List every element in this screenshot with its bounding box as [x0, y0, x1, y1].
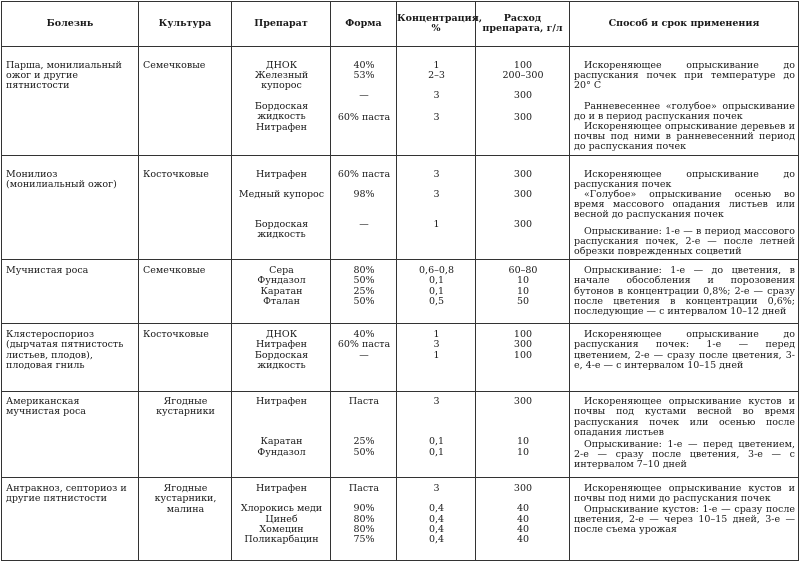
preparation-name: Фталан — [263, 295, 300, 307]
culture-name: Семечковые — [143, 60, 206, 71]
method-cell — [570, 324, 799, 392]
preparation-cell — [232, 260, 331, 324]
form-value: 50% — [353, 446, 375, 458]
concentration-value: 0,4 — [428, 513, 445, 525]
culture-name: Косточковые — [143, 329, 209, 341]
concentration-value: 3 — [433, 396, 440, 408]
method-cell — [570, 47, 799, 156]
disease-cell — [2, 324, 139, 392]
form-cell — [331, 47, 397, 156]
rate-value: 40 — [516, 534, 530, 546]
method-text: Искореняющее опрыскивание до распускания почек — [574, 168, 795, 190]
preparation-name: Цинеб — [265, 513, 298, 525]
preparation-name: Каратан — [260, 436, 303, 448]
header-form: Форма — [331, 2, 397, 47]
rate-value: 300 — [513, 339, 533, 351]
header-preparation: Препарат — [232, 2, 331, 47]
rate-cell — [476, 47, 570, 156]
method-text: «Голубое» опрыскивание осенью во время массового опадания листьев или весной до распускания почек — [574, 189, 795, 221]
disease-cell — [2, 478, 139, 561]
preparation-name: Бордоская жидкость — [254, 100, 309, 122]
table-row — [2, 260, 799, 324]
concentration-value: 3 — [433, 168, 440, 180]
concentration-value: 0,4 — [428, 534, 445, 546]
concentration-value: 0,1 — [428, 446, 445, 458]
preparation-name: Нитрафен — [255, 122, 307, 134]
concentration-value: 0,4 — [428, 503, 445, 515]
form-value: 60% паста — [337, 111, 391, 123]
rate-value: 100 — [513, 329, 533, 341]
preparation-name: Бордоская жидкость — [254, 219, 309, 241]
method-cell — [570, 155, 799, 260]
concentration-value: 1 — [433, 329, 440, 341]
rate-value: 300 — [513, 90, 533, 102]
form-value: Паста — [348, 396, 380, 408]
fungicide-table — [1, 1, 799, 561]
concentration-cell — [397, 155, 476, 260]
form-cell — [331, 324, 397, 392]
rate-value: 10 — [516, 436, 530, 448]
disease-name: Парша, монилиальный ожог и другие пятнистости — [6, 60, 122, 92]
method-text: Опрыскивание: 1-е — перед цветением, 2-е — сразу после цветения, 3-е — с интервалом 7–10 дней — [574, 439, 795, 471]
preparation-name: Нитрафен — [255, 339, 307, 351]
preparation-name: Нитрафен — [255, 168, 307, 180]
disease-name: Монилиоз (монилиальный ожог) — [6, 168, 117, 190]
concentration-cell — [397, 478, 476, 561]
concentration-cell — [397, 324, 476, 392]
form-cell — [331, 260, 397, 324]
form-value: 40% — [353, 60, 375, 71]
rate-value: 10 — [516, 285, 530, 297]
preparation-cell — [232, 392, 331, 478]
disease-name: Мучнистая роса — [6, 265, 89, 277]
header-concentration: Концентрация, % — [397, 2, 476, 47]
disease-cell — [2, 392, 139, 478]
preparation-name: ДНОК — [265, 329, 298, 341]
method-text: Опрыскивание: 1-е — в период массового распускания почек, 2-е — после летней обрезки поврежденных соцветий — [574, 225, 795, 258]
form-cell — [331, 478, 397, 561]
concentration-value: 0,6–0,8 — [419, 265, 454, 277]
preparation-name: Фундазол — [257, 446, 306, 458]
rate-value: 40 — [516, 513, 530, 525]
rate-cell — [476, 155, 570, 260]
table-row — [2, 392, 799, 478]
culture-cell — [139, 478, 232, 561]
concentration-value: 0,5 — [428, 295, 445, 307]
culture-cell — [139, 392, 232, 478]
culture-name: Семечковые — [143, 265, 206, 277]
form-value: 40% — [353, 329, 375, 341]
concentration-value: 2–3 — [428, 70, 445, 82]
method-cell — [570, 478, 799, 561]
concentration-value: 1 — [433, 219, 440, 231]
preparation-cell — [232, 47, 331, 156]
rate-value: 60–80 — [508, 265, 538, 277]
rate-value: 200–300 — [502, 70, 544, 82]
concentration-value: 3 — [433, 188, 440, 200]
culture-cell — [139, 155, 232, 260]
preparation-name: Нитрафен — [255, 396, 307, 408]
form-value: — — [359, 349, 369, 361]
concentration-value: 1 — [433, 349, 440, 361]
preparation-name: Хомецин — [259, 523, 304, 535]
rate-cell — [476, 324, 570, 392]
preparation-name: Поликарбацин — [244, 534, 319, 546]
concentration-value: 3 — [433, 90, 440, 102]
concentration-cell — [397, 392, 476, 478]
form-value: 50% — [353, 295, 375, 307]
preparation-name: Фундазол — [257, 275, 306, 287]
rate-value: 10 — [516, 275, 530, 287]
form-value: — — [359, 90, 369, 102]
preparation-cell — [232, 155, 331, 260]
form-cell — [331, 155, 397, 260]
method-cell — [570, 392, 799, 478]
form-value: 90% — [353, 503, 375, 515]
culture-cell — [139, 47, 232, 156]
concentration-value: 3 — [433, 339, 440, 351]
rate-cell — [476, 260, 570, 324]
header-disease: Болезнь — [2, 2, 139, 47]
rate-value: 300 — [513, 111, 533, 123]
preparation-name: ДНОК — [265, 60, 298, 71]
disease-name: Американская мучнистая роса — [6, 396, 86, 418]
disease-cell — [2, 260, 139, 324]
method-cell — [570, 260, 799, 324]
rate-cell — [476, 392, 570, 478]
header-rate: Расход препарата, г/л — [476, 2, 570, 47]
disease-name: Антракноз, септориоз и другие пятнистости — [6, 483, 127, 505]
form-value: 75% — [353, 534, 375, 546]
preparation-cell — [232, 324, 331, 392]
preparation-name: Нитрафен — [255, 483, 307, 495]
disease-cell — [2, 47, 139, 156]
method-text: Опрыскивание: 1-е — до цветения, в начале обособления и порозовения бутонов в концентрации 0,8%; 2-е — сразу после цветения в концентрации 0,6%; последующие — с интервалом 10–12 дней — [574, 265, 795, 318]
culture-cell — [139, 260, 232, 324]
rate-cell — [476, 478, 570, 561]
form-value: 80% — [353, 523, 375, 535]
concentration-value: 0,1 — [428, 285, 445, 297]
method-text: Искореняющее опрыскивание деревьев и почвы под ними в ранневесенний период до распускания почек — [574, 121, 795, 153]
form-value: 25% — [353, 436, 375, 448]
preparation-name: Каратан — [260, 285, 303, 297]
form-value: 50% — [353, 275, 375, 287]
culture-name: Ягодные кустарники — [156, 396, 215, 418]
form-value: 80% — [353, 513, 375, 525]
rate-value: 50 — [516, 295, 530, 307]
method-text: Искореняющее опрыскивание кустов и почвы под ними до распускания почек — [574, 483, 795, 505]
preparation-name: Медный купорос — [238, 188, 325, 200]
method-text: Искореняющее опрыскивание до распускания почек при температуре до 20° С — [574, 60, 795, 92]
table-row — [2, 47, 799, 156]
method-text: Искореняющее опрыскивание кустов и почвы под кустами весной во время распускания почек или осенью после опадания листьев — [574, 396, 795, 438]
header-culture: Культура — [139, 2, 232, 47]
method-text: Искореняющее опрыскивание до распускания почек: 1-е — перед цветением, 2-е — сразу после цветения, 3-е, 4-е — с интервалом 10–15 дней — [574, 329, 795, 371]
preparation-name: Бордоская жидкость — [254, 349, 309, 371]
concentration-cell — [397, 47, 476, 156]
form-value: 53% — [353, 70, 375, 82]
rate-value: 100 — [513, 60, 533, 71]
preparation-name: Железный купорос — [254, 70, 309, 92]
form-value: 80% — [353, 265, 375, 277]
rate-value: 300 — [513, 483, 533, 495]
preparation-name: Хлорокись меди — [240, 503, 323, 515]
rate-value: 40 — [516, 523, 530, 535]
disease-cell — [2, 155, 139, 260]
rate-value: 300 — [513, 396, 533, 408]
rate-value: 300 — [513, 219, 533, 231]
table-row — [2, 155, 799, 260]
header-row — [2, 2, 799, 47]
form-value: Паста — [348, 483, 380, 495]
concentration-value: 0,1 — [428, 436, 445, 448]
method-text: Ранневесеннее «голубое» опрыскивание до и в период распускания почек — [574, 100, 795, 122]
preparation-name: Сера — [269, 265, 294, 277]
rate-value: 100 — [513, 349, 533, 361]
concentration-cell — [397, 260, 476, 324]
form-value: 98% — [353, 188, 375, 200]
culture-name: Ягодные кустарники, малина — [154, 483, 217, 515]
table-row — [2, 324, 799, 392]
method-text: Опрыскивание кустов: 1-е — сразу после цветения, 2-е — через 10–15 дней, 3-е — после съема урожая — [574, 503, 795, 536]
concentration-value: 1 — [433, 60, 440, 71]
concentration-value: 0,4 — [428, 523, 445, 535]
disease-name: Клястероспориоз (дырчатая пятнистость листьев, плодов), плодовая гниль — [6, 329, 124, 371]
form-value: 25% — [353, 285, 375, 297]
concentration-value: 3 — [433, 111, 440, 123]
rate-value: 40 — [516, 503, 530, 515]
form-value: 60% паста — [337, 339, 391, 351]
table-row — [2, 478, 799, 561]
form-cell — [331, 392, 397, 478]
culture-cell — [139, 324, 232, 392]
concentration-value: 3 — [433, 483, 440, 495]
form-value: — — [359, 219, 369, 231]
concentration-value: 0,1 — [428, 275, 445, 287]
preparation-cell — [232, 478, 331, 561]
form-value: 60% паста — [337, 168, 391, 180]
header-method: Способ и срок применения — [570, 2, 799, 47]
rate-value: 10 — [516, 446, 530, 458]
culture-name: Косточковые — [143, 168, 209, 180]
rate-value: 300 — [513, 168, 533, 180]
rate-value: 300 — [513, 188, 533, 200]
